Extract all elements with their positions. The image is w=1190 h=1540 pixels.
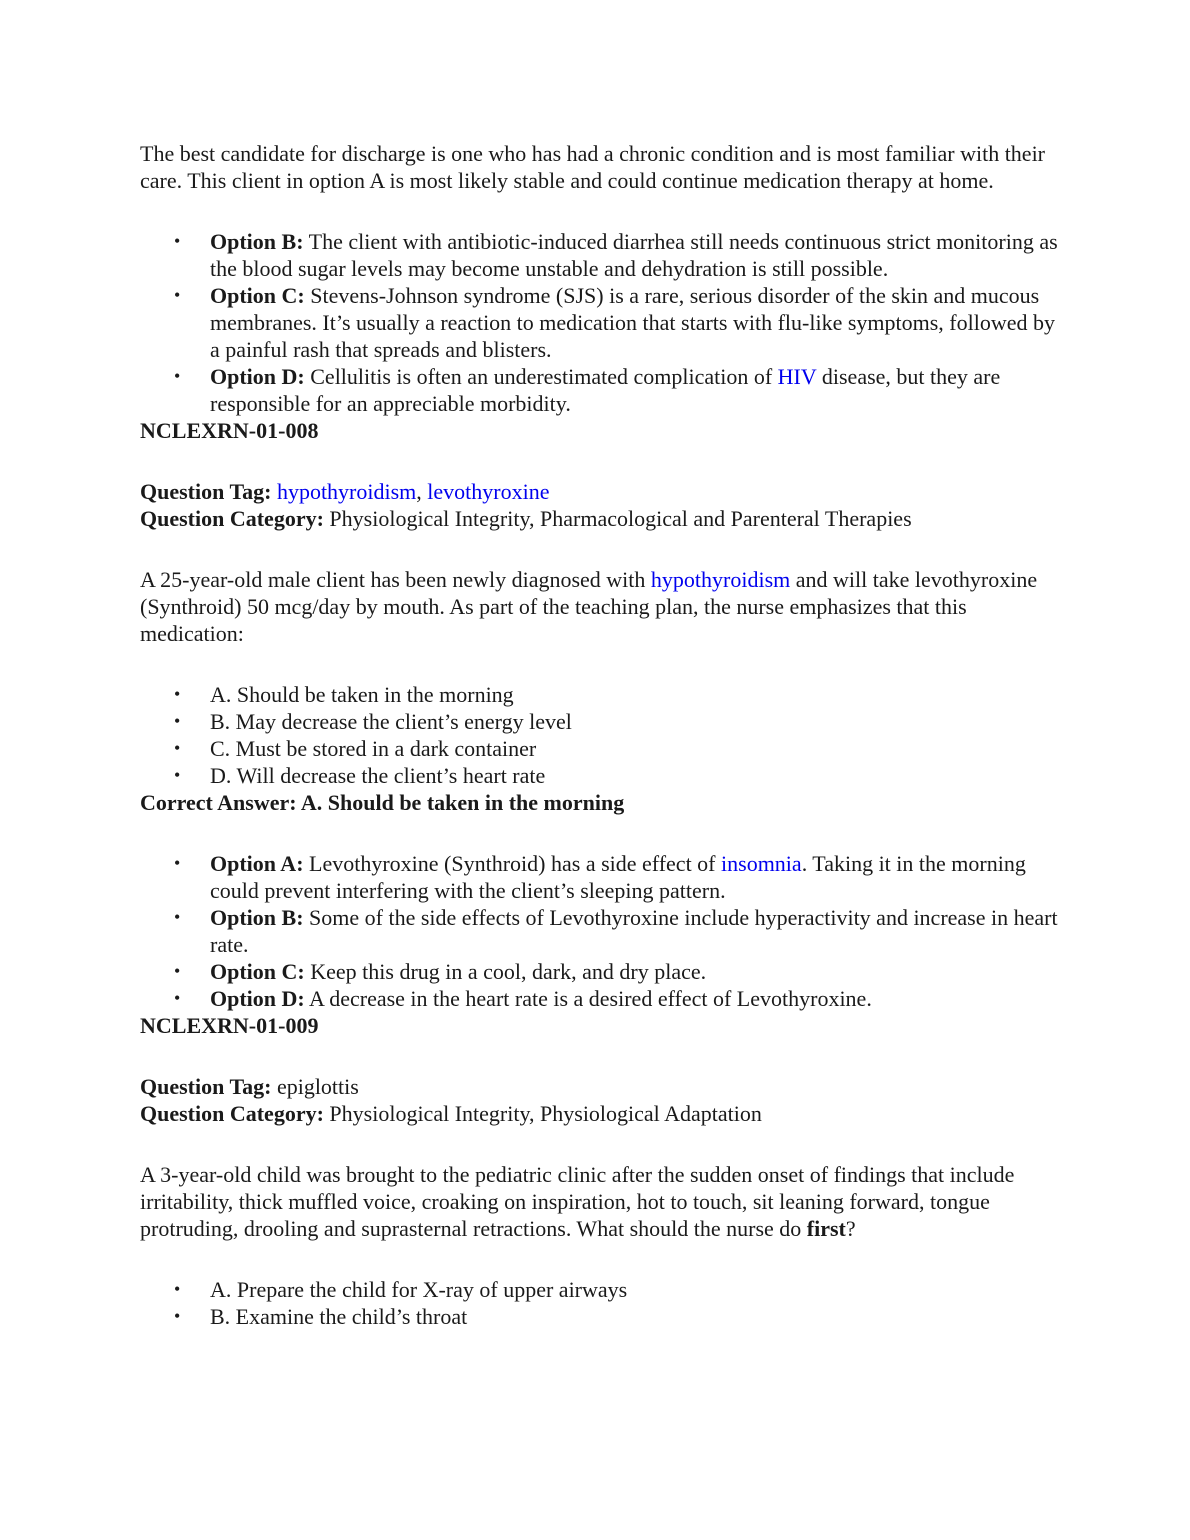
category-text: Physiological Integrity, Pharmacological and Parenteral Therapies — [323, 506, 912, 531]
question-tag-line — [140, 478, 1060, 505]
category-label: Question Category: — [140, 506, 324, 531]
list-item — [140, 228, 1060, 282]
answer-option: • B. Examine the child’s throat — [140, 1303, 1060, 1330]
option-text: Levothyroxine (Synthroid) has a side effect of — [303, 851, 722, 876]
tag-separator: , — [416, 479, 428, 504]
list-item — [140, 363, 1060, 417]
category-text: Physiological Integrity, Physiological Adaptation — [323, 1101, 762, 1126]
option-text: Keep this drug in a cool, dark, and dry place. — [304, 959, 707, 984]
stem-emphasis: first — [806, 1216, 846, 1241]
question-stem — [140, 1161, 1060, 1242]
list-item — [140, 282, 1060, 363]
q8-rationale-list — [140, 850, 1060, 1012]
option-label: Option B: — [210, 905, 304, 930]
correct-answer: Correct Answer: A. Should be taken in the morning — [140, 790, 625, 815]
list-item — [140, 850, 1060, 904]
answer-option: • C. Must be stored in a dark container — [140, 735, 1060, 762]
option-label: Option D: — [210, 364, 305, 389]
question-tag-line — [140, 1073, 1060, 1100]
option-label: Option C: — [210, 283, 305, 308]
tag-link-hypothyroidism[interactable]: hypothyroidism — [276, 479, 417, 504]
q7-rationale-list — [140, 228, 1060, 417]
option-label: Option D: — [210, 986, 305, 1011]
option-text: A decrease in the heart rate is a desired effect of Levothyroxine. — [304, 986, 872, 1011]
q9-options-list — [140, 1276, 1060, 1330]
stem-text: A 25-year-old male client has been newly diagnosed with — [140, 567, 651, 592]
option-text: Stevens-Johnson syndrome (SJS) is a rare, serious disorder of the skin and mucous membranes. It’s usually a reaction to medication that starts with flu-like symptoms, followed by a painful rash that spreads and blisters. — [210, 283, 1055, 362]
list-item — [140, 958, 1060, 985]
insomnia-link[interactable]: insomnia — [721, 851, 802, 876]
option-label: Option B: — [210, 229, 304, 254]
option-text: Some of the side effects of Levothyroxine include hyperactivity and increase in heart rate. — [210, 905, 1058, 957]
option-text: disease, but they are responsible for an appreciable morbidity. — [210, 364, 1001, 416]
stem-text: and will take levothyroxine (Synthroid) 50 mcg/day by mouth. As part of the teaching plan, the nurse emphasizes that this medication: — [140, 567, 1038, 646]
list-item — [140, 904, 1060, 958]
stem-text: A 3-year-old child was brought to the pediatric clinic after the sudden onset of findings that include irritability, thick muffled voice, croaking on inspiration, hot to touch, sit leaning forward, tongue protruding, drooling and suprasternal retractions. What should the nurse do — [140, 1162, 1015, 1241]
question-category-line — [140, 1100, 1060, 1127]
question-id-008: NCLEXRN-01-008 — [140, 418, 319, 443]
hiv-link[interactable]: HIV — [777, 364, 817, 389]
tag-label: Question Tag: — [140, 1074, 272, 1099]
answer-option: • B. May decrease the client’s energy level — [140, 708, 1060, 735]
question-stem — [140, 566, 1060, 647]
answer-option: • A. Prepare the child for X-ray of upper airways — [140, 1276, 1060, 1303]
tag-text: epiglottis — [271, 1074, 359, 1099]
option-label: Option A: — [210, 851, 304, 876]
stem-text: ? — [845, 1216, 856, 1241]
intro-paragraph: The best candidate for discharge is one who has had a chronic condition and is most familiar with their care. This client in option A is most likely stable and could continue medication therapy at home. — [140, 141, 1046, 193]
document-page — [140, 140, 1060, 1330]
option-text: . Taking it in the morning could prevent interfering with the client’s sleeping pattern. — [210, 851, 1026, 903]
option-text: Cellulitis is often an underestimated complication of — [304, 364, 778, 389]
q8-options-list — [140, 681, 1060, 789]
option-text: The client with antibiotic-induced diarrhea still needs continuous strict monitoring as the blood sugar levels may become unstable and dehydration is still possible. — [210, 229, 1058, 281]
tag-label: Question Tag: — [140, 479, 272, 504]
category-label: Question Category: — [140, 1101, 324, 1126]
option-label: Option C: — [210, 959, 305, 984]
answer-option: • D. Will decrease the client’s heart rate — [140, 762, 1060, 789]
list-item — [140, 985, 1060, 1012]
answer-option: • A. Should be taken in the morning — [140, 681, 1060, 708]
question-id-009: NCLEXRN-01-009 — [140, 1013, 319, 1038]
tag-link-levothyroxine[interactable]: levothyroxine — [427, 479, 550, 504]
question-category-line — [140, 505, 1060, 532]
stem-link-hypothyroidism[interactable]: hypothyroidism — [650, 567, 791, 592]
